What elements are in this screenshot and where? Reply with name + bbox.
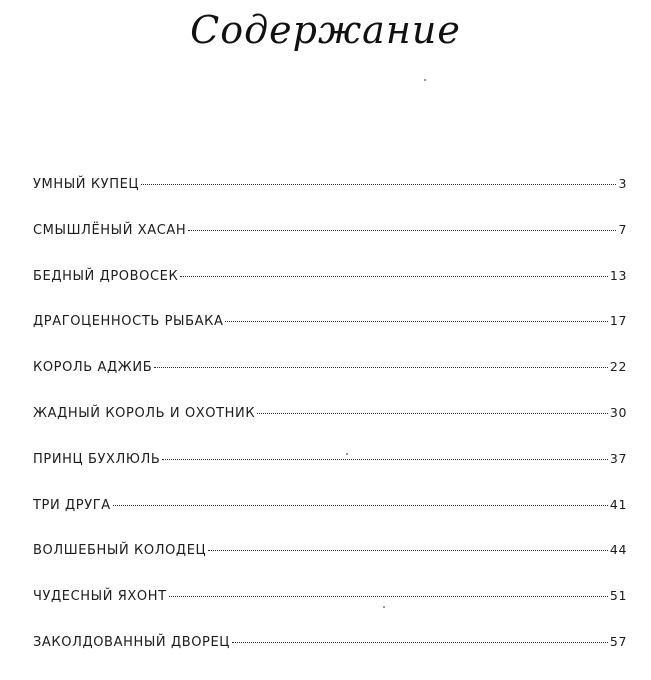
dot-leader: [169, 596, 608, 597]
toc-entry-title: КОРОЛЬ АДЖИБ: [33, 360, 153, 376]
toc-entry[interactable]: [33, 542, 627, 588]
toc-entry-page: 37: [609, 450, 627, 466]
toc-entry-title: ЖАДНЫЙ КОРОЛЬ И ОХОТНИК: [33, 405, 256, 421]
dot-leader: [162, 459, 608, 460]
dot-leader: [257, 413, 608, 414]
toc-entry-title: СМЫШЛЁНЫЙ ХАСАН: [33, 222, 187, 238]
toc-entry-page: 22: [609, 359, 627, 375]
toc-entry[interactable]: [33, 176, 627, 222]
dot-leader: [232, 642, 608, 643]
toc-entry[interactable]: [33, 497, 627, 543]
toc-entry-page: 3: [618, 176, 627, 191]
toc-entry-title: ДРАГОЦЕННОСТЬ РЫБАКА: [33, 314, 224, 330]
dot-leader: [154, 367, 608, 368]
toc-entry[interactable]: [33, 634, 627, 680]
toc-entry[interactable]: [33, 405, 627, 451]
toc-entry-page: 30: [609, 404, 627, 420]
page-title: Содержание: [190, 8, 461, 52]
dot-leader: [188, 230, 616, 231]
paper-speck: [424, 79, 426, 81]
dot-leader: [180, 276, 608, 277]
toc-entry-title: УМНЫЙ КУПЕЦ: [33, 177, 140, 192]
toc-entry-page: 41: [609, 496, 627, 512]
toc-entry-title: ЧУДЕСНЫЙ ЯХОНТ: [33, 589, 167, 605]
table-of-contents: [33, 176, 627, 680]
toc-entry[interactable]: [33, 588, 627, 634]
toc-entry-page: 44: [609, 542, 627, 558]
toc-entry-title: ВОЛШЕБНЫЙ КОЛОДЕЦ: [33, 543, 207, 559]
toc-entry[interactable]: [33, 451, 627, 497]
toc-entry[interactable]: [33, 313, 627, 359]
dot-leader: [225, 321, 607, 322]
toc-entry-page: 13: [609, 267, 627, 283]
toc-entry-title: ЗАКОЛДОВАННЫЙ ДВОРЕЦ: [33, 634, 230, 650]
toc-entry-page: 57: [609, 633, 627, 649]
dot-leader: [208, 550, 608, 551]
dot-leader: [141, 184, 616, 185]
toc-entry[interactable]: [33, 359, 627, 405]
toc-entry-page: 51: [609, 588, 627, 604]
toc-entry-title: ПРИНЦ БУХЛЮЛЬ: [33, 451, 161, 467]
toc-entry-page: 17: [609, 313, 627, 329]
toc-entry[interactable]: [33, 268, 627, 314]
dot-leader: [113, 505, 608, 506]
toc-entry-page: 7: [618, 221, 627, 237]
toc-entry-title: БЕДНЫЙ ДРОВОСЕК: [33, 268, 179, 284]
toc-entry-title: ТРИ ДРУГА: [33, 497, 111, 513]
toc-entry[interactable]: [33, 222, 627, 268]
